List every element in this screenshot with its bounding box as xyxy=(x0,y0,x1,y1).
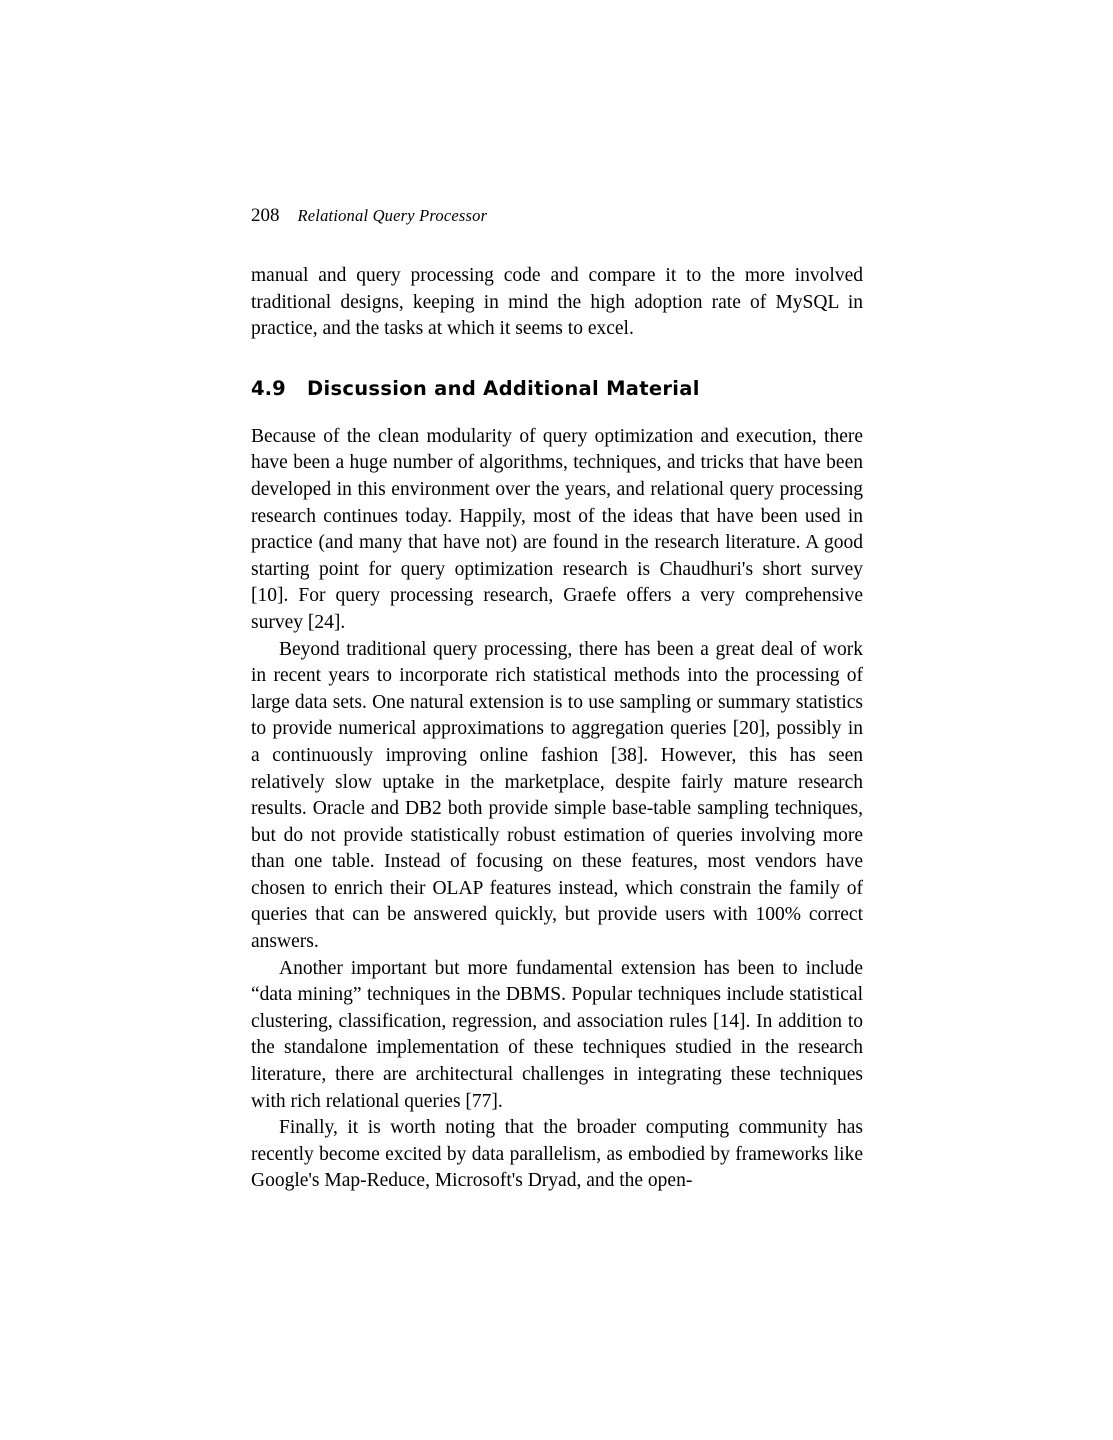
section-title: Discussion and Additional Material xyxy=(307,376,700,400)
paragraph-2: Beyond traditional query processing, there has been a great deal of work in recent years to incorporate rich statistical methods into the processing of large data sets. One natural extension is to use sampling or summary statistics to provide numerical approximations to aggregation queries [20], possibly in a continuously improving online fashion [38]. However, this has seen relatively slow uptake in the marketplace, despite fairly mature research results. Oracle and DB2 both provide simple base-table sampling techniques, but do not provide statistically robust estimation of queries involving more than one table. Instead of focusing on these features, most vendors have chosen to enrich their OLAP features instead, which constrain the family of queries that can be answered quickly, but provide users with 100% correct answers. xyxy=(251,638,863,953)
page-number: 208 xyxy=(251,205,280,226)
running-title: Relational Query Processor xyxy=(297,206,488,225)
page-content xyxy=(251,205,863,1195)
paragraph-continued: manual and query processing code and compare it to the more involved traditional designs, keeping in mind the high adoption rate of MySQL in practice, and the tasks at which it seems to excel. xyxy=(251,265,863,340)
section-number: 4.9 xyxy=(251,376,286,400)
paragraph-1: Because of the clean modularity of query optimization and execution, there have been a huge number of algorithms, techniques, and tricks that have been developed in this environment over the years, and relational query processing research continues today. Happily, most of the ideas that have been used in practice (and many that have not) are found in the research literature. A good starting point for query optimization research is Chaudhuri's short survey [10]. For query processing research, Graefe offers a very comprehensive survey [24]. xyxy=(251,425,863,633)
running-head xyxy=(251,205,863,227)
paragraph-3: Another important but more fundamental extension has been to include “data mining” techniques in the DBMS. Popular techniques include statistical clustering, classification, regression, and association rules [14]. In addition to the standalone implementation of these techniques studied in the research literature, there are architectural challenges in integrating these techniques with rich relational queries [77]. xyxy=(251,957,863,1112)
section-heading xyxy=(251,377,863,400)
paragraph-4: Finally, it is worth noting that the broader computing community has recently become excited by data parallelism, as embodied by frameworks like Google's Map-Reduce, Microsoft's Dryad, and the open- xyxy=(251,1117,863,1192)
